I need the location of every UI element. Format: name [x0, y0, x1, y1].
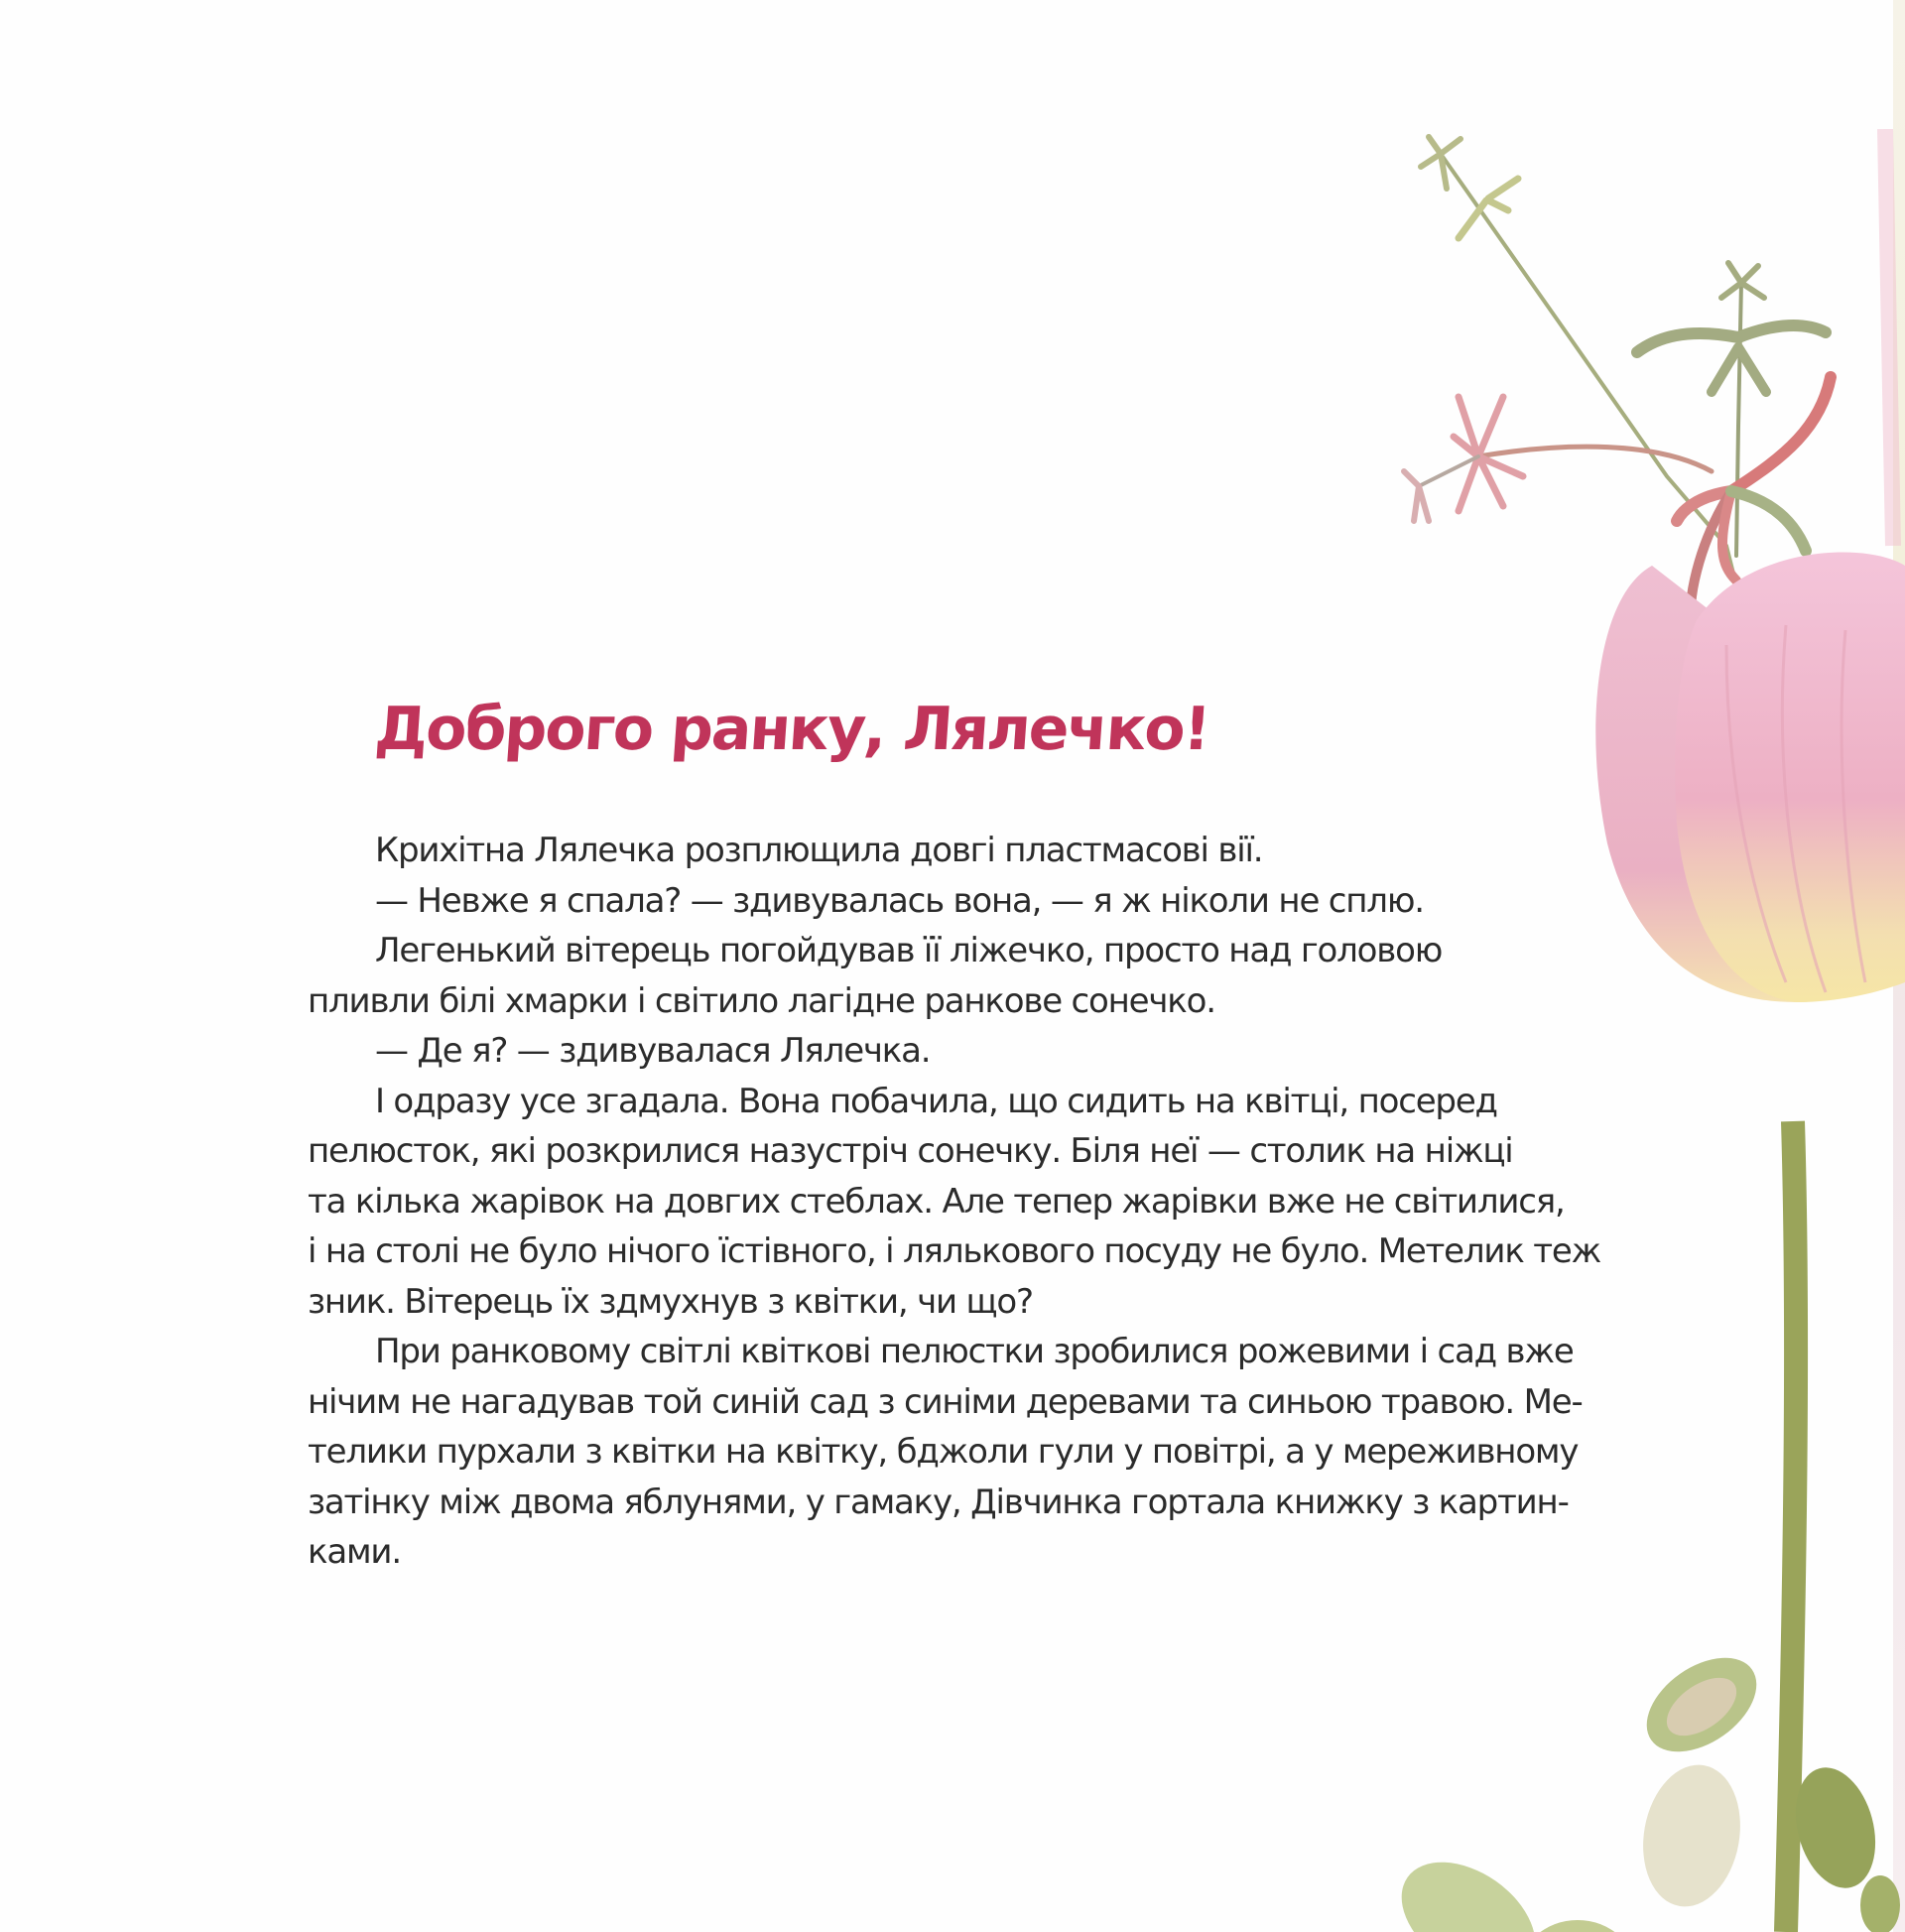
story-line: телики пурхали з квітки на квітку, бджоли гули у повітрі, а у мереживному: [308, 1432, 1579, 1472]
story-line: затінку між двома яблунями, у гамаку, Дівчинка гортала книжку з картин-: [308, 1481, 1569, 1522]
story-line: ками.: [308, 1532, 401, 1572]
story-line: і на столі не було нічого їстівного, і лялькового посуду не було. Метелик теж: [308, 1231, 1601, 1271]
story-line: При ранковому світлі квіткові пелюстки зробилися рожевими і сад вже: [375, 1332, 1574, 1371]
story-line: — Невже я спала? — здивувалась вона, — я ж ніколи не сплю.: [375, 880, 1424, 921]
story-line: зник. Вітерець їх здмухнув з квітки, чи що?: [308, 1281, 1033, 1322]
story-line: Крихітна Лялечка розплющила довгі пластмасові вії.: [375, 831, 1263, 870]
tulip-stem: [1786, 1121, 1796, 1932]
story-line: нічим не нагадував той синій сад з синіми деревами та синьою травою. Ме-: [308, 1381, 1583, 1422]
chapter-title: Доброго ранку, Лялечко!: [372, 695, 1211, 764]
story-line: пливли білі хмарки і світило лагідне ранкове сонечко.: [308, 980, 1215, 1021]
story-line: пелюсток, які розкрилися назустріч сонечку. Біля неї — столик на ніжці: [308, 1131, 1513, 1171]
story-line: Легенький вітерець погойдував її ліжечко, просто над головою: [375, 931, 1443, 970]
story-line: — Де я? — здивувалася Лялечка.: [375, 1031, 931, 1071]
story-line: та кілька жарівок на довгих стеблах. Але тепер жарівки вже не світилися,: [308, 1181, 1565, 1222]
green-leaves-icon: [1380, 1638, 1900, 1932]
story-text: [308, 826, 1697, 1578]
story-line: І одразу усе згадала. Вона побачила, що сидить на квітці, посеред: [375, 1081, 1497, 1121]
